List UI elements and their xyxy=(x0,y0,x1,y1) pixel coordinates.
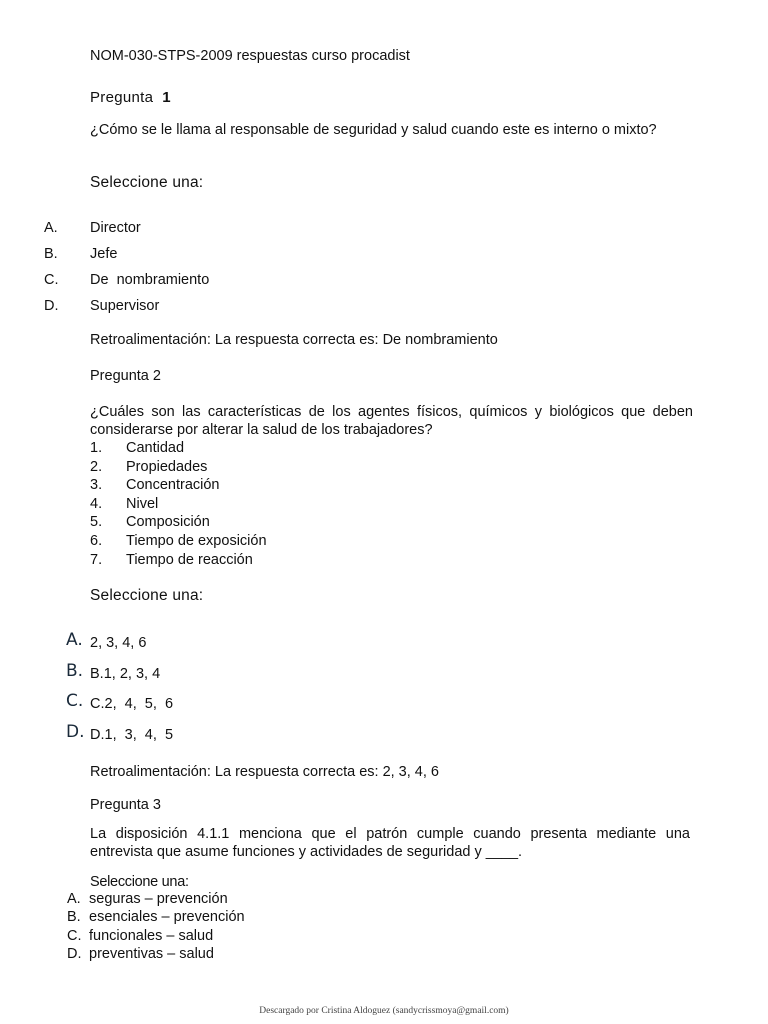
list-text: Tiempo de exposición xyxy=(126,532,267,549)
question-1-option[interactable] xyxy=(44,271,344,297)
list-item xyxy=(90,513,390,532)
list-number: 3. xyxy=(90,477,103,494)
option-letter: C. xyxy=(67,927,82,944)
question-2-option[interactable] xyxy=(66,721,366,755)
option-text: Jefe xyxy=(90,246,118,262)
option-text: esenciales – prevención xyxy=(89,909,245,926)
question-1-options xyxy=(44,219,344,323)
question-1-label-prefix: Pregunta xyxy=(90,89,154,106)
option-letter: B. xyxy=(67,909,81,926)
question-2-select-label: Seleccione una: xyxy=(90,587,204,604)
question-1-option[interactable] xyxy=(44,245,344,271)
option-text: Director xyxy=(90,220,141,236)
option-text: seguras – prevención xyxy=(89,891,228,907)
option-letter: C. xyxy=(44,272,59,288)
option-letter: B. xyxy=(44,246,58,262)
list-text: Concentración xyxy=(126,477,220,494)
question-3-option[interactable] xyxy=(67,927,367,945)
list-item xyxy=(90,532,390,551)
list-item xyxy=(90,458,390,477)
question-1-option[interactable] xyxy=(44,297,344,323)
list-number: 4. xyxy=(90,495,103,512)
question-3-option[interactable] xyxy=(67,908,367,926)
question-2-options xyxy=(66,632,366,754)
list-item xyxy=(90,439,390,458)
option-text: B.1, 2, 3, 4 xyxy=(90,665,161,682)
question-2-option[interactable] xyxy=(66,632,366,663)
download-footer: Descargado por Cristina Aldoguez (sandycrissmoya@gmail.com) xyxy=(259,1006,509,1016)
question-1-select-label: Seleccione una: xyxy=(90,174,204,191)
question-1-text: ¿Cómo se le llama al responsable de seguridad y salud cuando este es interno o mixto? xyxy=(90,122,657,138)
list-text: Cantidad xyxy=(126,440,185,456)
question-2-feedback: Retroalimentación: La respuesta correcta es: 2, 3, 4, 6 xyxy=(90,764,439,780)
question-1-option[interactable] xyxy=(44,219,344,245)
question-3-option[interactable] xyxy=(67,945,367,963)
list-item xyxy=(90,476,390,495)
option-text: funcionales – salud xyxy=(89,927,214,944)
list-number: 6. xyxy=(90,532,103,549)
question-2-option[interactable] xyxy=(66,660,366,694)
option-letter: D. xyxy=(67,945,82,962)
option-text: Supervisor xyxy=(90,298,160,314)
list-text: Composición xyxy=(126,514,210,531)
option-letter: D. xyxy=(44,298,59,314)
list-text: Propiedades xyxy=(126,458,208,475)
option-letter: A. xyxy=(44,220,58,236)
question-3-option[interactable] xyxy=(67,890,367,908)
question-3-text: La disposición 4.1.1 menciona que el patrón cumple cuando presenta mediante una entrevista que asume funciones y actividades de seguridad y ____. xyxy=(90,826,690,860)
option-text: preventivas – salud xyxy=(89,945,214,962)
list-item xyxy=(90,495,390,514)
question-2-text: ¿Cuáles son las características de los agentes físicos, químicos y biológicos que deben considerarse por alterar la salud de los trabajadores? xyxy=(90,404,693,438)
option-text: De nombramiento xyxy=(90,272,210,288)
option-letter: C. xyxy=(66,691,84,711)
question-2-option[interactable] xyxy=(66,693,366,724)
list-text: Nivel xyxy=(126,495,159,512)
question-1-label-number: 1 xyxy=(162,89,171,106)
list-item xyxy=(90,551,390,570)
option-letter: D. xyxy=(66,721,85,742)
option-text: D.1, 3, 4, 5 xyxy=(90,726,174,743)
question-2-list xyxy=(90,439,390,569)
option-letter: B. xyxy=(66,660,84,681)
option-text: C.2, 4, 5, 6 xyxy=(90,696,174,712)
question-3-select-label: Seleccione una: xyxy=(90,874,189,890)
option-letter: A. xyxy=(66,630,83,650)
question-1-feedback: Retroalimentación: La respuesta correcta es: De nombramiento xyxy=(90,332,498,348)
question-2-label: Pregunta 2 xyxy=(90,368,161,384)
question-3-options xyxy=(67,890,367,963)
list-number: 7. xyxy=(90,551,103,568)
list-number: 2. xyxy=(90,458,103,475)
document-title: NOM-030-STPS-2009 respuestas curso procadist xyxy=(90,48,410,64)
question-3-label: Pregunta 3 xyxy=(90,797,161,813)
list-text: Tiempo de reacción xyxy=(126,551,253,568)
list-number: 5. xyxy=(90,514,103,531)
list-number: 1. xyxy=(90,440,103,456)
question-1-label xyxy=(90,89,171,107)
option-letter: A. xyxy=(67,891,81,907)
option-text: 2, 3, 4, 6 xyxy=(90,635,147,651)
